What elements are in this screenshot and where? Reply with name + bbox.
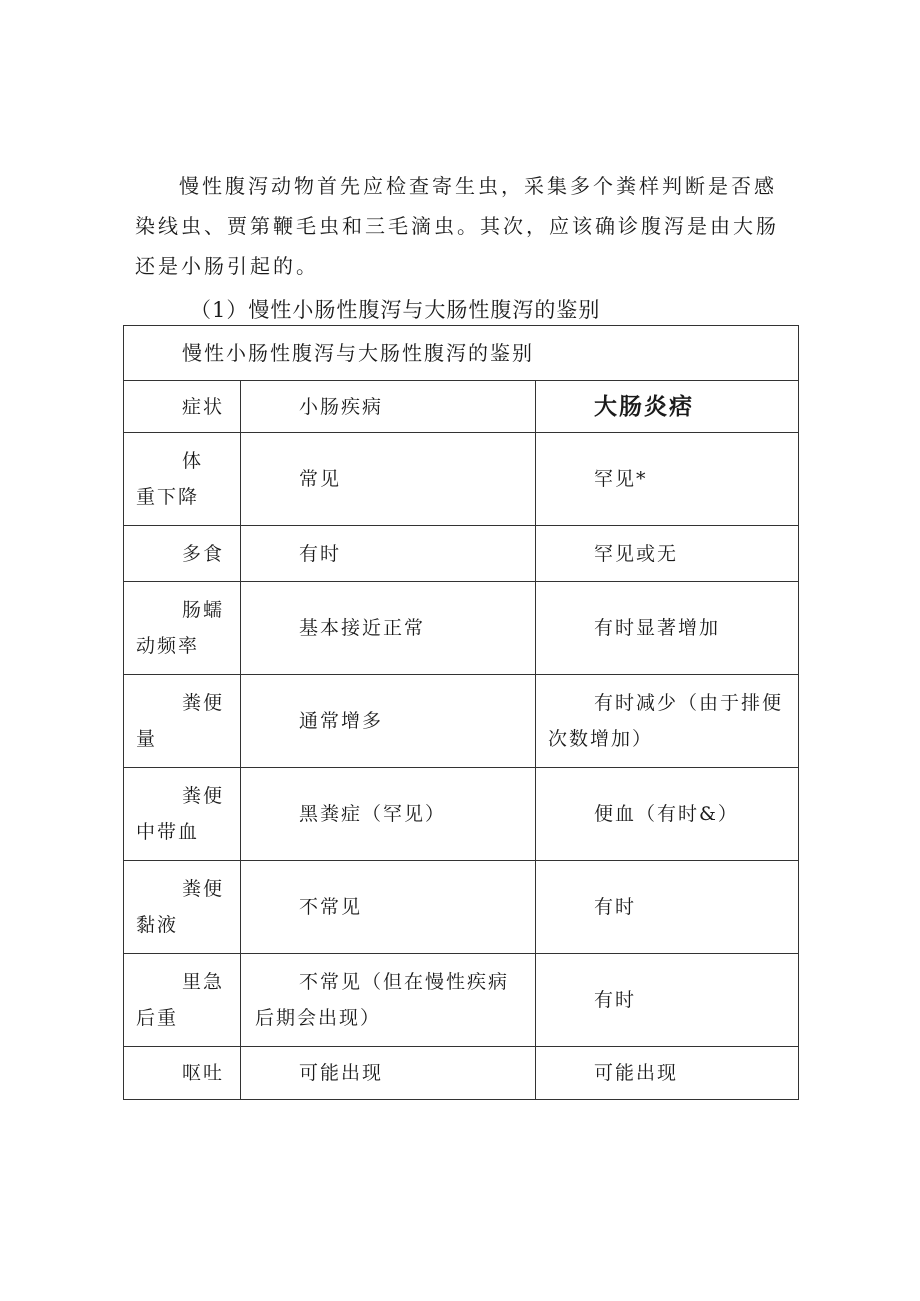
small-intestine-cell: 常见 xyxy=(241,433,536,526)
table-header-row xyxy=(124,381,799,433)
large-intestine-cell: 罕见或无 xyxy=(536,526,799,582)
table-row xyxy=(124,582,799,675)
symptom-cell: 粪便黏液 xyxy=(124,861,241,954)
header-large-intestine: 大肠炎痞 xyxy=(536,381,799,433)
table-row xyxy=(124,433,799,526)
small-intestine-cell: 可能出现 xyxy=(241,1047,536,1100)
small-intestine-cell: 基本接近正常 xyxy=(241,582,536,675)
large-intestine-cell: 便血（有时&） xyxy=(536,768,799,861)
large-intestine-cell: 有时 xyxy=(536,954,799,1047)
large-intestine-cell: 有时 xyxy=(536,861,799,954)
symptom-cell: 粪便中带血 xyxy=(124,768,241,861)
symptom-cell: 肠蠕动频率 xyxy=(124,582,241,675)
table-title-row xyxy=(124,326,799,381)
small-intestine-cell: 通常增多 xyxy=(241,675,536,768)
table-row xyxy=(124,675,799,768)
intro-paragraph: 慢性腹泻动物首先应检查寄生虫，采集多个粪样判断是否感染线虫、贾第鞭毛虫和三毛滴虫。其次，应该确诊腹泻是由大肠还是小肠引起的。 xyxy=(135,174,779,278)
table-row xyxy=(124,861,799,954)
symptom-cell: 里急后重 xyxy=(124,954,241,1047)
small-intestine-cell: 不常见 xyxy=(241,861,536,954)
table-row xyxy=(124,1047,799,1100)
small-intestine-cell: 有时 xyxy=(241,526,536,582)
large-intestine-cell: 有时显著增加 xyxy=(536,582,799,675)
symptom-cell: 呕吐 xyxy=(124,1047,241,1100)
large-intestine-cell: 罕见* xyxy=(536,433,799,526)
large-intestine-cell: 有时减少（由于排便次数增加） xyxy=(536,675,799,768)
table-row xyxy=(124,768,799,861)
large-intestine-cell: 可能出现 xyxy=(536,1047,799,1100)
section-caption: （1）慢性小肠性腹泻与大肠性腹泻的鉴别 xyxy=(190,298,601,322)
small-intestine-cell: 黑粪症（罕见） xyxy=(241,768,536,861)
symptom-cell: 体 重下降 xyxy=(124,433,241,526)
header-small-intestine: 小肠疾病 xyxy=(241,381,536,433)
header-symptom: 症状 xyxy=(124,381,241,433)
diagnosis-table xyxy=(123,325,799,1100)
symptom-cell: 多食 xyxy=(124,526,241,582)
small-intestine-cell: 不常见（但在慢性疾病后期会出现） xyxy=(241,954,536,1047)
symptom-cell: 粪便量 xyxy=(124,675,241,768)
table-row xyxy=(124,526,799,582)
table-title: 慢性小肠性腹泻与大肠性腹泻的鉴别 xyxy=(124,326,799,381)
table-row xyxy=(124,954,799,1047)
